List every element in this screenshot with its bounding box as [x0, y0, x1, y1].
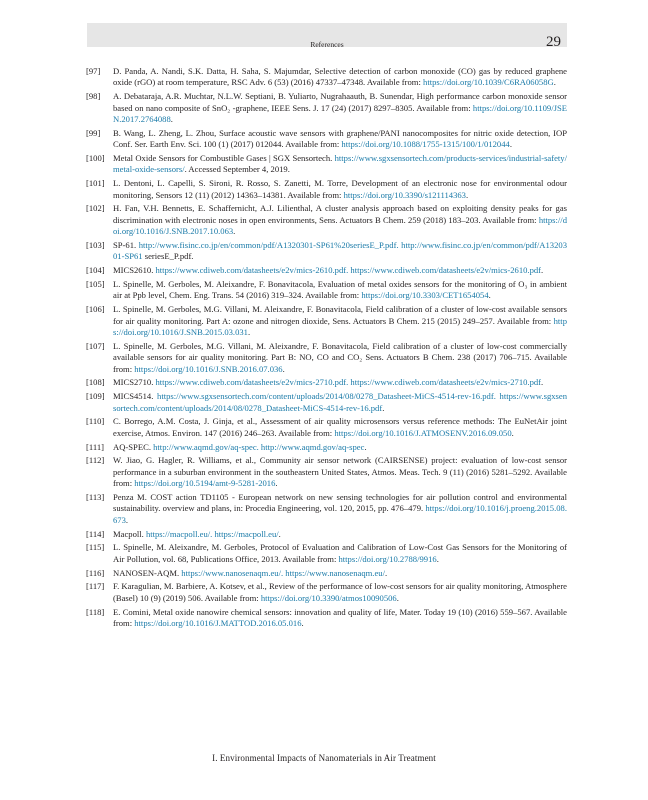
reference-number: [116]: [86, 567, 105, 578]
reference-text: Penza M. COST action TD1105 - European network on new sensing technologies for air pollution control and environmental sustainability. overview and plans, in: Procedia Engineering, vol. 120, 2015, pp. 476–479.: [113, 492, 567, 514]
reference-tail: .: [384, 567, 388, 578]
reference-list: [87, 66, 567, 632]
reference-number: [115]: [86, 542, 105, 553]
reference-number: [108]: [86, 377, 105, 388]
reference-number: [117]: [86, 581, 105, 592]
reference-item: [87, 66, 567, 89]
reference-number: [114]: [86, 528, 105, 539]
reference-tail: .: [301, 618, 304, 629]
reference-link[interactable]: https://doi.org/10.5194/amt-9-5281-2016: [134, 478, 276, 489]
reference-number: [100]: [86, 153, 105, 164]
reference-number: [98]: [86, 91, 101, 102]
reference-text: SP-61.: [113, 240, 139, 251]
reference-item: [87, 442, 567, 453]
reference-text: MICS2710.: [113, 377, 156, 388]
reference-tail: .: [436, 553, 439, 564]
reference-number: [106]: [86, 304, 105, 315]
reference-tail: . Accessed September 4, 2019.: [184, 164, 290, 175]
reference-item: [87, 391, 567, 414]
page-number: 29: [546, 34, 561, 50]
reference-item: [87, 529, 567, 540]
reference-tail: .: [488, 290, 491, 301]
reference-tail: .: [125, 514, 129, 525]
reference-link[interactable]: https://doi.org/10.1088/1755-1315/100/1/012044: [341, 139, 510, 150]
reference-number: [112]: [86, 455, 105, 466]
reference-item: [87, 341, 567, 375]
reference-text: L. Spinelle, M. Aleixandre, M. Gerboles, Protocol of Evaluation and Calibration of Low-Cost Gas Sensors for the Monitoring of Air Pollution, vol. 68, Publications Office, 2013. Available from:: [113, 542, 567, 564]
reference-link[interactable]: https://doi.org/10.2788/9916: [338, 553, 437, 564]
reference-link[interactable]: https://www.cdiweb.com/datasheets/e2v/mics-2710.pdf. https://www.cdiweb.com/datasheets/e2v/mics-2710.pdf: [155, 377, 542, 388]
reference-text: MICS4514.: [113, 391, 158, 402]
reference-number: [113]: [86, 492, 105, 503]
reference-link[interactable]: https://doi.org/10.3303/CET1654054: [361, 290, 489, 301]
reference-item: [87, 128, 567, 151]
reference-text: F. Karagulian, M. Barbiere, A. Kotsev, et al., Review of the performance of low-cost sensors for air quality monitoring, Atmosphere (Basel) 10 (9) (2019) 506. Available from:: [113, 581, 567, 603]
reference-tail: .: [170, 114, 173, 125]
reference-tail: .: [396, 592, 399, 603]
reference-link[interactable]: https://doi.org/10.1016/j.proeng.2015.08.673: [113, 503, 567, 525]
reference-number: [118]: [86, 606, 105, 617]
footer-book-title: I. Environmental Impacts of Nanomaterials in Air Treatment: [212, 753, 436, 763]
reference-text: W. Jiao, G. Hagler, R. Williams, et al., Community air sensor network (CAIRSENSE) project: evaluation of low-cost sensor performance in a suburban environment in the southeastern United States, Atmos. Meas. Tech. 9 (11) (2016) 5281–5292. Available from:: [113, 455, 567, 489]
reference-item: [87, 416, 567, 439]
reference-tail: .: [511, 427, 514, 438]
reference-tail: .: [247, 327, 251, 338]
reference-item: [87, 265, 567, 276]
reference-link[interactable]: https://doi.org/10.1016/J.ATMOSENV.2016.09.050: [334, 427, 512, 438]
reference-item: [87, 304, 567, 338]
reference-link[interactable]: http://www.fisinc.co.jp/en/common/pdf/A1320301-SP61%20seriesE_P.pdf. http://www.fisinc.co.jp/en/common/pdf/A1320301-SP61: [113, 240, 567, 262]
reference-item: [87, 240, 567, 263]
reference-number: [97]: [86, 66, 101, 76]
reference-text: A. Debataraja, A.R. Muchtar, N.L.W. Septiani, B. Yuliarto, Nugrahaauth, B. Sunendar, High performance carbon monoxide sensor based on nano composite of SnO₂ -graphene, IEEE Sens. J. 17 (24) (2017) 8297–8305. Available from:: [113, 91, 567, 113]
reference-tail: .: [553, 77, 556, 88]
reference-link[interactable]: https://doi.org/10.1016/J.MATTOD.2016.05.016: [134, 618, 302, 629]
reference-text: Metal Oxide Sensors for Combustible Gases | SGX Sensortech.: [113, 153, 335, 164]
reference-item: [87, 455, 567, 489]
reference-text: NANOSEN-AQM.: [113, 567, 182, 578]
reference-tail: .: [382, 402, 385, 413]
reference-link[interactable]: https://www.sgxsensortech.com/products-services/industrial-safety/metal-oxide-sensors/: [113, 153, 567, 175]
reference-text: E. Comini, Metal oxide nanowire chemical sensors: innovation and quality of life, Mater. Today 19 (10) (2016) 559–567. Available from:: [113, 606, 567, 629]
reference-tail: .: [465, 189, 469, 200]
reference-item: [87, 607, 567, 630]
reference-tail: .: [233, 226, 236, 237]
reference-tail: .: [282, 363, 285, 374]
reference-text: AQ-SPEC.: [113, 441, 154, 452]
reference-text: L. Spinelle, M. Gerboles, M.G. Villani, M. Aleixandre, F. Bonavitacola, Field calibration of a cluster of low-cost available sensors for air quality monitoring. Part A: ozone and nitrogen dioxide, Sens. Actuators B Chem. 215 (2015) 249–257. Available from:: [113, 304, 567, 326]
reference-text: L. Spinelle, M. Gerboles, M.G. Villani, M. Aleixandre, F. Bonavitacola, Field calibration of a cluster of low-cost commercially available sensors for air quality monitoring. Part B: NO, CO and CO₂ Sens. Actuators B Chem. 238 (2017) 706–715. Available from:: [113, 340, 567, 374]
reference-item: [87, 279, 567, 302]
reference-link[interactable]: https://doi.org/10.1039/C6RA06058G: [423, 77, 554, 88]
reference-link[interactable]: https://www.sgxsensortech.com/content/uploads/2014/08/0278_Datasheet-MiCS-4514-rev-16.pdf. https://www.sgxsensortech.com/content/uploads/2014/08/0278_Datasheet-MiCS-4514-rev-16.pdf: [113, 391, 567, 413]
reference-text: MICS2610.: [113, 265, 156, 276]
reference-link[interactable]: https://doi.org/10.1016/J.SNB.2016.07.036: [134, 363, 283, 374]
reference-link[interactable]: https://doi.org/10.1016/J.SNB.2017.10.063: [113, 214, 567, 237]
reference-number: [109]: [86, 391, 105, 402]
reference-tail: seriesE_P.pdf.: [142, 251, 194, 262]
reference-text: C. Borrego, A.M. Costa, J. Ginja, et al., Assessment of air quality microsensors versus reference methods: The EuNetAir joint exercise, Atmos. Environ. 147 (2016) 246–263. Available from:: [113, 416, 567, 438]
reference-item: [87, 203, 567, 237]
reference-text: Macpoll.: [113, 528, 146, 539]
reference-tail: .: [541, 265, 544, 276]
reference-item: [87, 91, 567, 125]
reference-tail: .: [541, 377, 544, 388]
reference-link[interactable]: https://doi.org/10.3390/s121114363: [343, 189, 466, 200]
reference-link[interactable]: https://www.nanosenaqm.eu/. https://www.nanosenaqm.eu/: [181, 567, 385, 578]
reference-item: [87, 492, 567, 526]
reference-item: [87, 581, 567, 604]
reference-number: [111]: [86, 441, 104, 452]
reference-link[interactable]: https://macpoll.eu/. https://macpoll.eu/: [145, 528, 279, 539]
reference-link[interactable]: https://doi.org/10.3390/atmos10090506: [260, 592, 397, 603]
reference-item: [87, 377, 567, 388]
reference-item: [87, 153, 567, 176]
reference-link[interactable]: https://doi.org/10.1016/J.SNB.2015.03.031: [113, 315, 567, 338]
reference-text: B. Wang, L. Zheng, L. Zhou, Surface acoustic wave sensors with graphene/PANI nanocomposites for nitric oxide detection, IOP Conf. Ser. Earth Env. Sci. 100 (1) (2017) 012044. Available from:: [113, 127, 567, 150]
reference-item: [87, 542, 567, 565]
reference-tail: .: [275, 478, 278, 489]
reference-number: [101]: [86, 178, 105, 189]
reference-tail: .: [364, 441, 367, 452]
section-title: References: [310, 40, 344, 49]
running-header: [87, 23, 567, 50]
reference-item: [87, 178, 567, 201]
reference-item: [87, 568, 567, 579]
reference-text: L. Spinelle, M. Gerboles, M. Aleixandre, F. Bonavitacola, Evaluation of metal oxides sensors for the monitoring of O₃ in ambient air at Ppb level, Chem. Eng. Trans. 54 (2016) 319–324. Available from:: [113, 279, 567, 301]
reference-number: [107]: [86, 340, 105, 351]
reference-number: [102]: [86, 203, 105, 214]
reference-number: [104]: [86, 265, 105, 276]
reference-link[interactable]: https://www.cdiweb.com/datasheets/e2v/mics-2610.pdf. https://www.cdiweb.com/datasheets/e2v/mics-2610.pdf: [155, 265, 542, 276]
reference-text: H. Fan, V.H. Bennetts, E. Schaffernicht, A.J. Lilienthal, A cluster analysis approach based on exploiting density peaks for gas discrimination with electronic noses in open environments, Sens. Actuators B Chem. 259 (2018) 183–203. Available from:: [113, 203, 567, 225]
reference-link[interactable]: https://doi.org/10.1109/JSEN.2017.2764088: [113, 102, 567, 125]
reference-link[interactable]: http://www.aqmd.gov/aq-spec. http://www.aqmd.gov/aq-spec: [153, 441, 365, 452]
reference-text: L. Dentoni, L. Capelli, S. Sironi, R. Rosso, S. Zanetti, M. Torre, Development of an electronic nose for environmental odour monitoring, Sensors 12 (11) (2012) 14363–14381. Available from:: [113, 178, 567, 200]
reference-number: [105]: [86, 279, 105, 290]
reference-number: [110]: [86, 416, 105, 427]
reference-number: [99]: [86, 127, 101, 138]
reference-number: [103]: [86, 240, 105, 251]
reference-tail: .: [509, 139, 512, 150]
reference-tail: .: [278, 528, 281, 539]
reference-text: D. Panda, A. Nandi, S.K. Datta, H. Saha, S. Majumdar, Selective detection of carbon monoxide (CO) gas by reduced graphene oxide (rGO) at room temperature, RSC Adv. 6 (53) (2016) 47337–47348. Available from:: [113, 66, 567, 88]
